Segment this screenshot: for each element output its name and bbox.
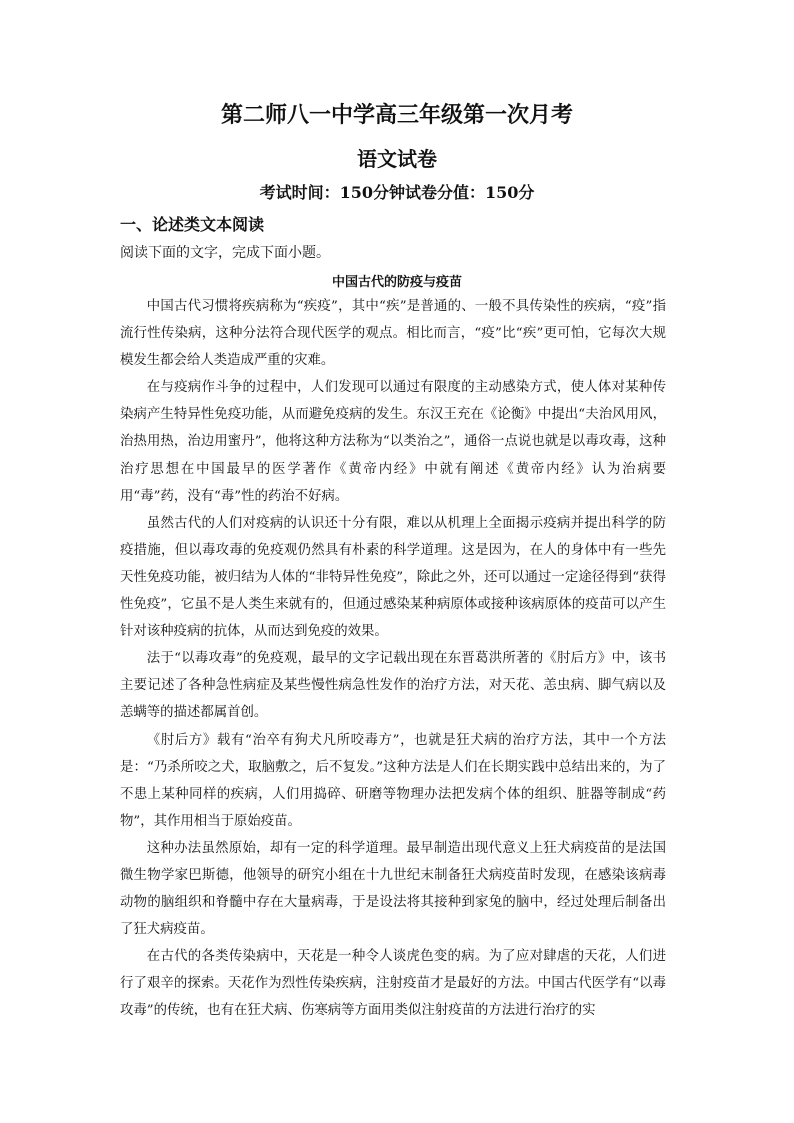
article-paragraph: 《肘后方》载有“治卒有狗犬凡所咬毒方”，也就是狂犬病的治疗方法，其中一个方法是：“乃杀所咬之犬，取脑敷之，后不复发。”这种方法是人们在长期实践中总结出来的，为了不患上某种同样的疾病，人们用捣碎、研磨等物理办法把发病个体的组织、脏器等制成“药物”，其作用相当于原始疫苗。 <box>120 732 666 829</box>
exam-info: 考试时间：150分钟试卷分值：150分 <box>259 183 535 202</box>
article-paragraph: 虽然古代的人们对疫病的认识还十分有限，难以从机理上全面揭示疫病并提出科学的防疫措施，但以毒攻毒的免疫观仍然具有朴素的科学道理。这是因为，在人的身体中有一些先天性免疫功能，被归结为人体的“非特异性免疫”，除此之外，还可以通过一定途径得到“获得性免疫”，它虽不是人类生来就有的，但通过感染某种病原体或接种该病原体的疫苗可以产生针对该种疫病的抗体，从而达到免疫的效果。 <box>120 515 666 640</box>
section-instruction: 阅读下面的文字，完成下面小题。 <box>120 245 330 261</box>
article-paragraph: 中国古代习惯将疾病称为“疾疫”，其中“疾”是普通的、一般不具传染性的疾病，“疫”指流行性传染病，这种分法符合现代医学的观点。相比而言，“疫”比“疾”更可怕，它每次大规模发生都会给人类造成严重的灾难。 <box>120 299 666 369</box>
article-title: 中国古代的防疫与疫苗 <box>331 275 462 290</box>
article-paragraph: 法于“以毒攻毒”的免疫观，最早的文字记载出现在东晋葛洪所著的《肘后方》中，该书主要记述了各种急性病症及某些慢性病急性发作的治疗方法，对天花、恙虫病、脚气病以及恙螨等的描述都属首创。 <box>120 651 666 721</box>
article-paragraph: 在古代的各类传染病中，天花是一种令人谈虎色变的病。为了应对肆虐的天花，人们进行了艰辛的探索。天花作为烈性传染疾病，注射疫苗才是最好的方法。中国古代医学有“以毒攻毒”的传统，也有在狂犬病、伤寒病等方面用类似注射疫苗的方法进行治疗的实 <box>120 949 666 1019</box>
article-body <box>120 293 666 1025</box>
article-paragraph: 在与疫病作斗争的过程中，人们发现可以通过有限度的主动感染方式，使人体对某种传染病产生特异性免疫功能，从而避免疫病的发生。东汉王充在《论衡》中提出“夫治风用风，治热用热，治边用蜜丹”，他将这种方法称为“以类治之”，通俗一点说也就是以毒攻毒，这种治疗思想在中国最早的医学著作《黄帝内经》中就有阐述《黄帝内经》认为治病要用“毒”药，没有“毒”性的药治不好病。 <box>120 380 666 504</box>
article-paragraph: 这种办法虽然原始，却有一定的科学道理。最早制造出现代意义上狂犬病疫苗的是法国微生物学家巴斯德，他领导的研究小组在十九世纪末制备狂犬病疫苗时发现，在感染该病毒动物的脑组织和脊髓中存在大量病毒，于是设法将其接种到家兔的脑中，经过处理后制备出了狂犬病疫苗。 <box>120 840 666 938</box>
exam-title: 第二师八一中学高三年级第一次月考 <box>220 102 573 128</box>
exam-subtitle: 语文试卷 <box>357 147 437 171</box>
section-heading: 一、论述类文本阅读 <box>120 215 265 234</box>
